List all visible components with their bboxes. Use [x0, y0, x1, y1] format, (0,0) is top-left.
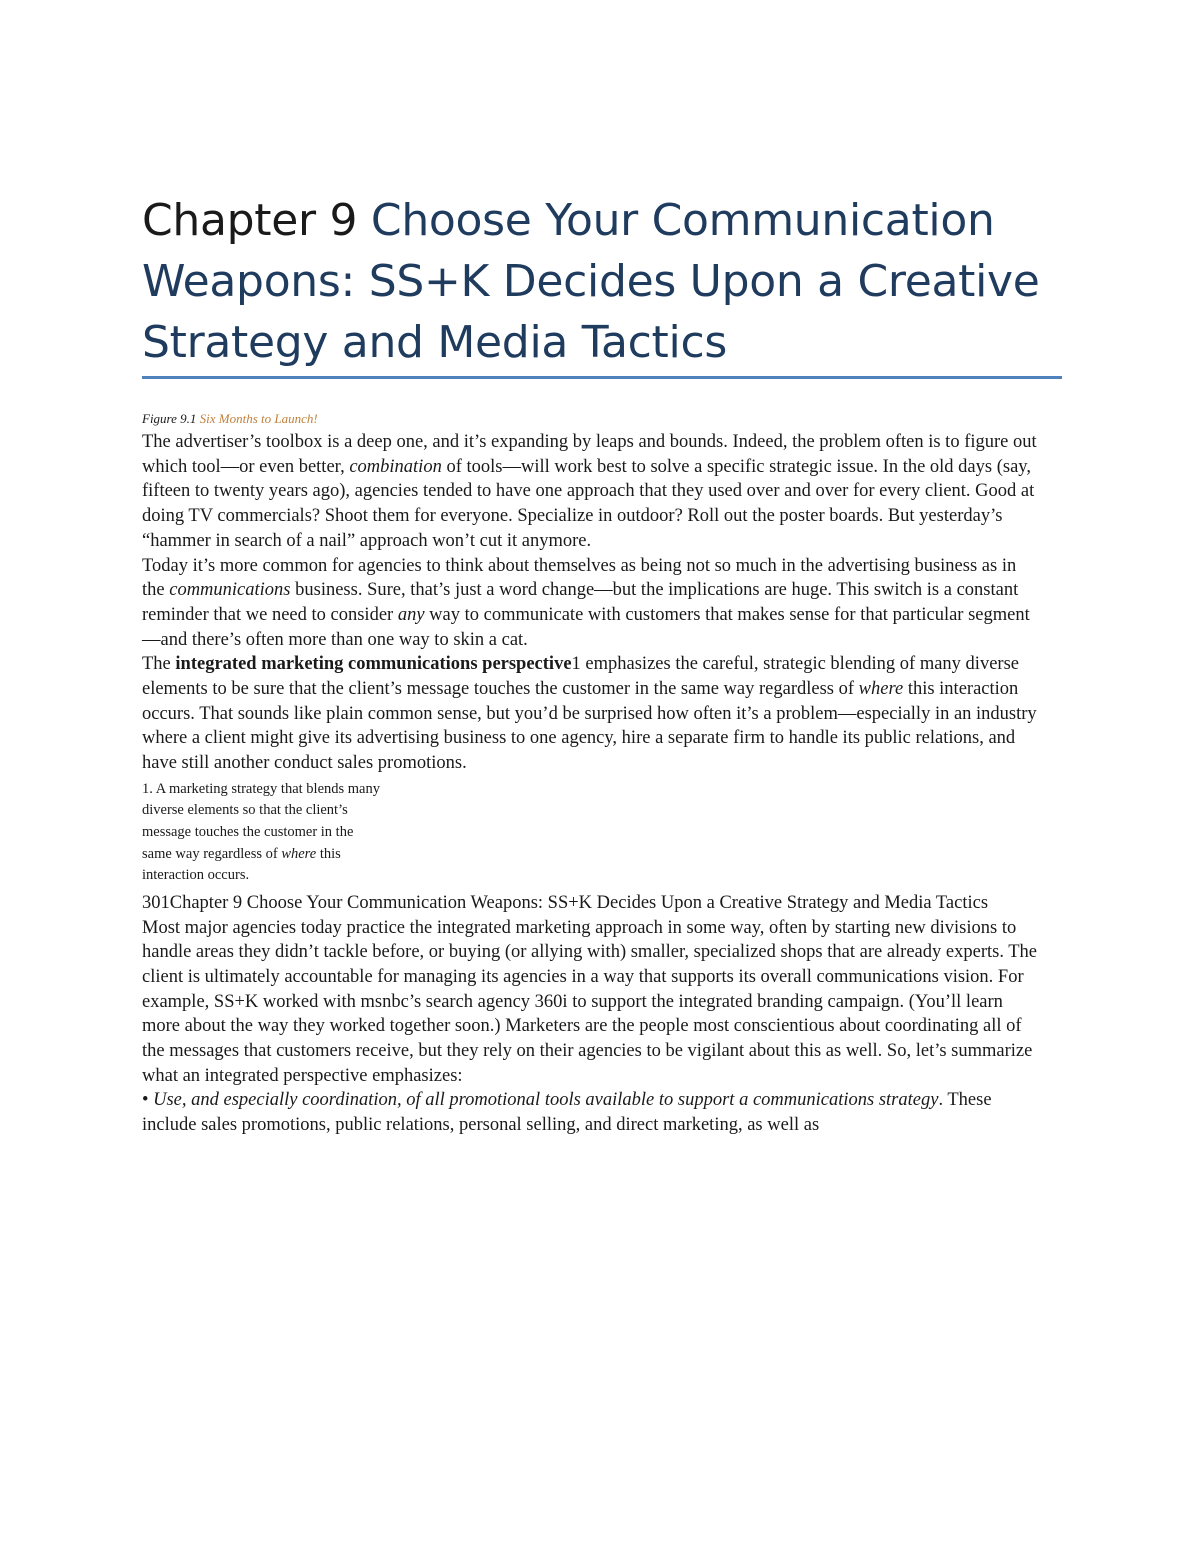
chapter-heading — [142, 190, 1062, 373]
chapter-title-line1: Choose Your Communication — [370, 195, 995, 246]
key-term: integrated marketing communications perspective — [175, 654, 572, 675]
paragraph-integrated-approach: Most major agencies today practice the integrated marketing approach in some way, often by starting new divisions to handle areas they didn’t tackle before, or buying (or allying with) smaller, specialized shops that are already experts. The client is ultimately accountable for managing its agencies in a way that supports its overall communications vision. For example, SS+K worked with msnbc’s search agency 360i to support the integrated branding campaign. (You’ll learn more about the way they worked together soon.) Marketers are the people most conscientious about coordinating all of the messages that customers receive, but they rely on their agencies to be vigilant about this as well. So, let’s summarize what an integrated perspective emphasizes: — [142, 917, 1037, 1086]
figure-title: Six Months to Launch! — [199, 411, 318, 426]
paragraph-toolbox: The advertiser’s toolbox is a deep one, and it’s expanding by leaps and bounds. Indeed, the problem often is to figure out which tool—or even better, combination of tools—will work best to solve a specific strategic issue. In the old days (say, fifteen to twenty years ago), agencies tended to have one approach that they used over and over for every client. Good at doing TV commercials? Shoot them for everyone. Specialize in outdoor? Roll out the poster boards. But yesterday’s “hammer in search of a nail” approach won’t cut it anymore. — [142, 432, 1037, 551]
paragraph-imc-perspective: The integrated marketing communications perspective1 emphasizes the careful, strategic blending of many diverse elements to be sure that the client’s message touches the customer in the same way regardless of where this interaction occurs. That sounds like plain common sense, but you’d be surprised how often it’s a problem—especially in an industry where a client might give its advertising business to one agency, hire a separate firm to handle its public relations, and have still another conduct sales promotions. — [142, 654, 1037, 774]
margin-definition: 1. A marketing strategy that blends many diverse elements so that the client’s message touches the customer in the same way regardless of where this interaction occurs. — [142, 780, 380, 884]
paragraph-communications: Today it’s more common for agencies to think about themselves as being not so much in the advertising business as in the communications business. Sure, that’s just a word change—but the implications are huge. This switch is a constant reminder that we need to consider any way to communicate with customers that makes sense for that particular segment—and there’s often more than one way to skin a cat. — [142, 555, 1030, 650]
figure-label: Figure 9.1 — [142, 411, 200, 426]
footnote-ref[interactable]: 1 — [571, 654, 581, 675]
bullet-item: • Use, and especially coordination, of all promotional tools available to support a communications strategy. These include sales promotions, public relations, personal selling, and direct marketing, as well as — [142, 1090, 992, 1136]
figure-caption — [142, 408, 1042, 430]
chapter-title-line3: Strategy and Media Tactics — [142, 317, 727, 368]
chapter-prefix: Chapter 9 — [142, 195, 371, 246]
body-content — [142, 408, 1042, 1138]
running-header: 301Chapter 9 Choose Your Communication Weapons: SS+K Decides Upon a Creative Strategy and Media Tactics — [142, 892, 989, 913]
heading-divider — [142, 376, 1062, 379]
bullet-icon: • — [142, 1090, 154, 1111]
chapter-title-line2: Weapons: SS+K Decides Upon a Creative — [142, 256, 1040, 307]
